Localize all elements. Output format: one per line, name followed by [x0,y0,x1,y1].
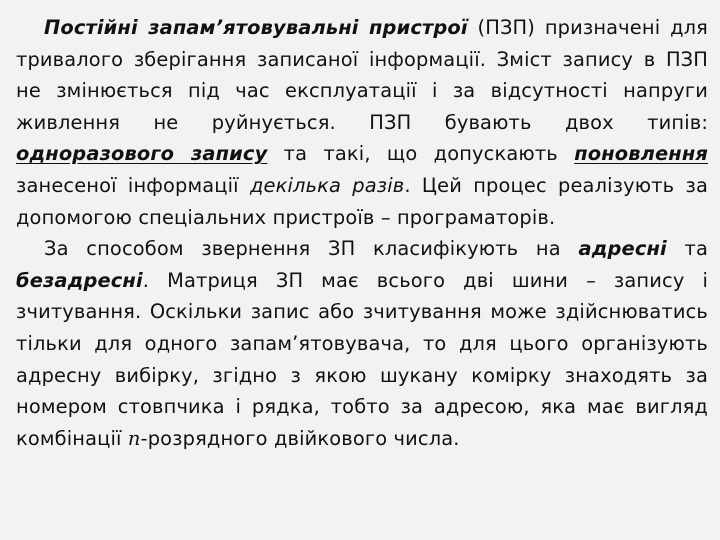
text-block [16,12,708,454]
matrix-description-text: . Матриця ЗП має всього дві шини – запису і зчитування. Оскільки запис або зчитування може здійснюватись тільки для одного запам’ятовувача, то для цього організують адресну вибірку, згідно з якою шукану комірку знаходять за номером стовпчика і рядка, тобто за адресою, яка має вигляд комбінації [16,268,708,450]
term-rom-abbr: (ПЗП) [467,16,545,39]
rom-description-text: призначені для тривалого зберігання записаної інформації. Зміст запису в ПЗП не змінюється під час експлуатації і за відсутності напруги живлення не руйнується. ПЗП бувають двох типів: [16,16,708,134]
variable-n: n [127,426,141,450]
access-method-text: За способом звернення ЗП класифікують на [44,237,579,261]
term-addressless: безадресні [16,268,143,292]
term-one-time-write: одноразового запису [16,142,268,166]
term-several-times: декілька разів [249,173,405,197]
rom-programmers-text: . Цей процес реалізують за допомогою спеціальних пристроїв – програматорів. [16,173,708,229]
conjunction-text: та [666,237,708,261]
rom-types-text: та такі, що допускають [267,142,575,166]
term-rom: Постійні запам’ятовувальні пристрої [44,16,468,39]
term-renewal: поновлення [574,142,708,166]
paragraph-rom-definition [16,12,708,233]
paragraph-access-method [16,233,708,454]
term-addressed: адресні [578,237,667,261]
rom-info-text: занесеної інформації [16,173,250,197]
binary-number-text: -розрядного двійкового числа. [140,426,460,450]
